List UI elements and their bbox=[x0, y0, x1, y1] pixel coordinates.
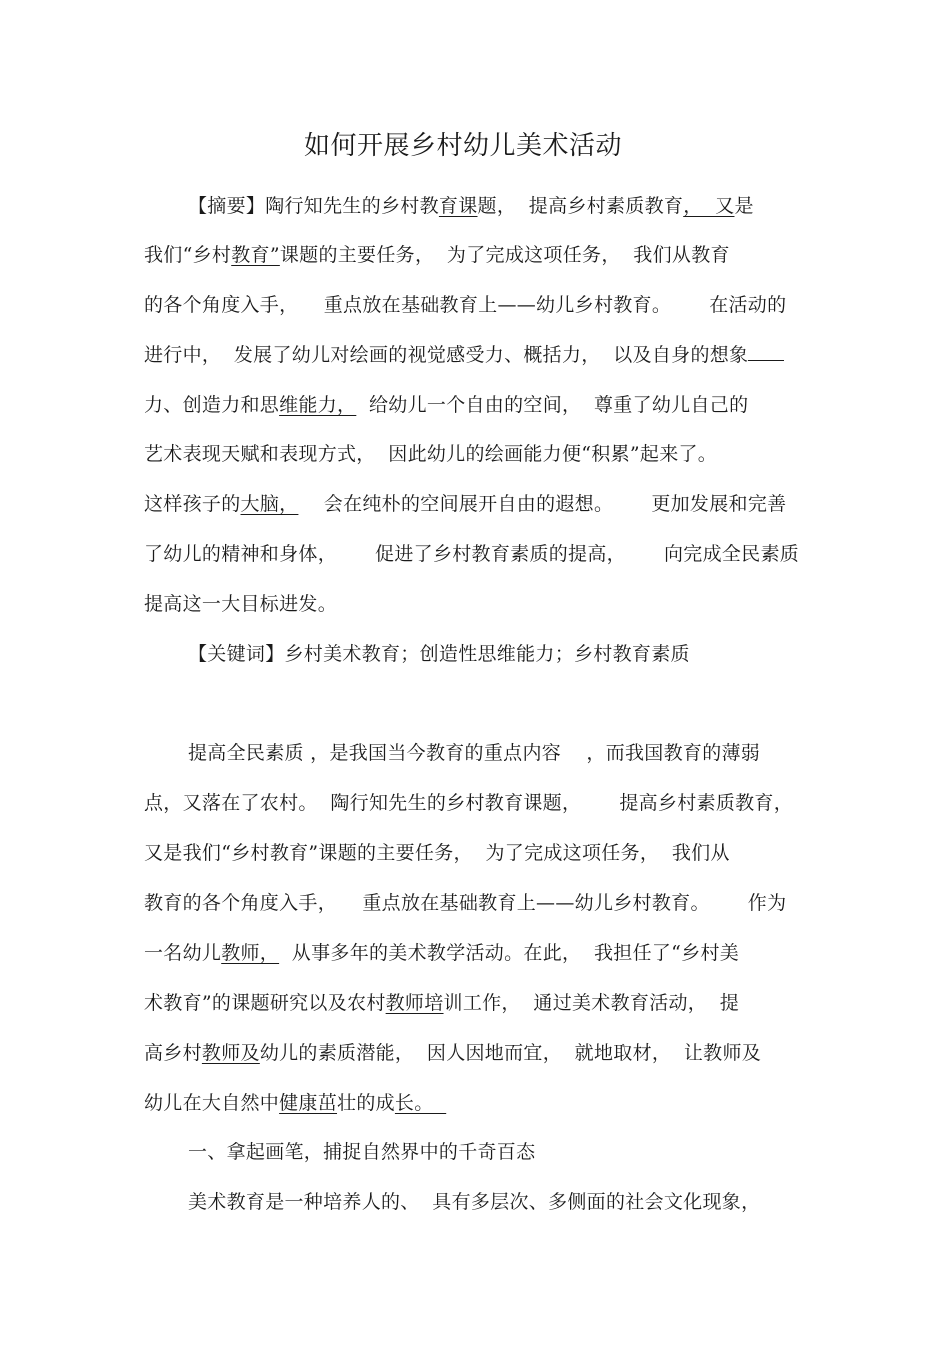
body-line-7 bbox=[144, 1040, 761, 1066]
text-run: 的各个角度入手， 重点放在基础教育上——幼儿乡村教育。 在活动的 bbox=[144, 294, 787, 316]
text-run: 幼儿的素质潜能， 因人因地而宜， 就地取材， 让教师及 bbox=[259, 1042, 762, 1064]
text-run: 术教育”的课题研究以及农村 bbox=[144, 992, 386, 1014]
text-run: 力、创造力和思 bbox=[144, 394, 280, 416]
keywords-line: 【关键词】乡村美术教育；创造性思维能力；乡村教育素质 bbox=[188, 643, 690, 665]
underlined-text: 教师及 bbox=[201, 1042, 260, 1064]
text-run: 提高这一大目标进发。 bbox=[144, 593, 338, 615]
text-run: 会在纯朴的空间展开自由的遐想。 更加发展和完善 bbox=[298, 493, 787, 515]
abstract-line-5 bbox=[144, 392, 748, 418]
underlined-text: 长。 bbox=[394, 1092, 447, 1114]
underlined-text: 维能力， bbox=[279, 394, 357, 416]
text-run: 又是我们“乡村教育”课题的主要任务， 为了完成这项任务， 我们从 bbox=[144, 842, 730, 864]
body-line-2 bbox=[144, 790, 793, 816]
body-line-5 bbox=[144, 940, 739, 966]
body-line-8 bbox=[144, 1090, 446, 1116]
body-line-6 bbox=[144, 990, 739, 1016]
text-run: 壮的成 bbox=[337, 1092, 395, 1114]
text-run: 教育的各个角度入手， 重点放在基础教育上——幼儿乡村教育。 作为 bbox=[144, 892, 787, 914]
document-title: 如何开展乡村幼儿美术活动 bbox=[303, 131, 622, 161]
underlined-text: 教育” bbox=[231, 244, 280, 266]
text-run: 点，又落在了农村。 陶行知先生的乡村教育课题， 提高乡村素质教育， bbox=[144, 792, 794, 814]
underlined-text: ， 又 bbox=[683, 195, 735, 217]
abstract-line-7 bbox=[144, 491, 786, 517]
text-run: 这样孩子的 bbox=[144, 493, 241, 515]
underlined-text: 大脑， bbox=[240, 493, 299, 515]
body-line-1 bbox=[188, 740, 760, 766]
underlined-text: 教师， bbox=[221, 942, 280, 964]
body-line-4 bbox=[144, 890, 786, 916]
abstract-line-6 bbox=[144, 441, 717, 467]
abstract-line-9 bbox=[144, 591, 337, 617]
text-run: 题， 提高乡村素质教育 bbox=[477, 195, 684, 217]
section-paragraph-line: 美术教育是一种培养人的、 具有多层次、多侧面的社会文化现象， bbox=[188, 1191, 761, 1213]
text-run: 我们“乡村 bbox=[144, 244, 232, 266]
text-run: 从事多年的美术教学活动。在此， 我担任了“乡村美 bbox=[279, 942, 740, 964]
abstract-line-2 bbox=[144, 242, 730, 268]
body-line-3 bbox=[144, 840, 730, 866]
underlined-text: 教师培 bbox=[385, 992, 444, 1014]
text-run: 课题的主要任务， 为了完成这项任务， 我们从教育 bbox=[279, 244, 730, 266]
text-run: 艺术表现天赋和表现方式， 因此幼儿的绘画能力便“积累”起来了。 bbox=[144, 443, 718, 465]
abstract-line-4 bbox=[144, 342, 784, 368]
underlined-text: 育课 bbox=[438, 195, 478, 217]
text-run: 提高全民素质 ，是我国当今教育的重点内容 ，而我国教育的薄弱 bbox=[188, 742, 761, 764]
text-run: 【摘要】陶行知先生的乡村教 bbox=[188, 195, 439, 217]
text-run: 给幼儿一个自由的空间， 尊重了幼儿自己的 bbox=[356, 394, 749, 416]
text-run: 高乡村 bbox=[144, 1042, 202, 1064]
abstract-line-8 bbox=[144, 541, 799, 567]
text-run: 训工作， 通过美术教育活动， 提 bbox=[443, 992, 740, 1014]
underline-blank bbox=[748, 342, 784, 361]
underlined-text: 健康茁 bbox=[279, 1092, 338, 1114]
text-run: 了幼儿的精神和身体， 促进了乡村教育素质的提高， 向完成全民素质 bbox=[144, 543, 800, 565]
abstract-line-3 bbox=[144, 292, 786, 318]
section-heading: 一、拿起画笔，捕捉自然界中的千奇百态 bbox=[188, 1141, 536, 1163]
text-run: 一名幼儿 bbox=[144, 942, 222, 964]
abstract-line-1 bbox=[188, 193, 754, 219]
text-run: 进行中， 发展了幼儿对绘画的视觉感受力、概括力， 以及自身的想象 bbox=[144, 344, 749, 366]
text-run: 是 bbox=[734, 195, 754, 217]
text-run: 幼儿在大自然中 bbox=[144, 1092, 280, 1114]
